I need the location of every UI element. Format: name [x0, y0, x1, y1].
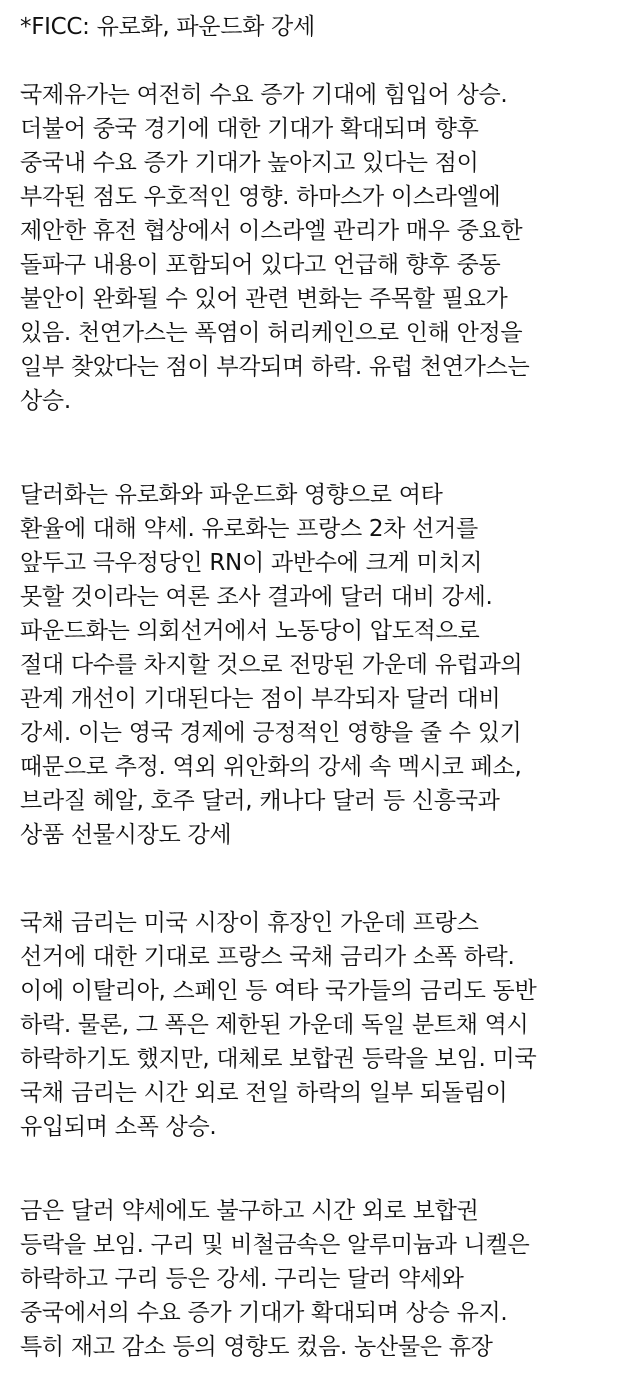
text-line: 브라질 헤알, 호주 달러, 캐나다 달러 등 신흥국과 [20, 788, 500, 814]
text-line: 국채 금리는 미국 시장이 휴장인 가운데 프랑스 [20, 910, 479, 936]
text-line: 금은 달러 약세에도 불구하고 시간 외로 보합권 [20, 1198, 479, 1224]
text-line: 유입되며 소폭 상승. [20, 1114, 217, 1140]
text-line: 환율에 대해 약세. 유로화는 프랑스 2차 선거를 [20, 516, 478, 542]
text-line: 특히 재고 감소 등의 영향도 컸음. 농산물은 휴장 [20, 1334, 493, 1360]
document-title: *FICC: 유로화, 파운드화 강세 [20, 14, 315, 40]
text-line: 선거에 대한 기대로 프랑스 국채 금리가 소폭 하락. [20, 944, 515, 970]
text-line: 이에 이탈리아, 스페인 등 여타 국가들의 금리도 동반 [20, 978, 537, 1004]
text-line: 국채 금리는 시간 외로 전일 하락의 일부 되돌림이 [20, 1080, 508, 1106]
text-line: 있음. 천연가스는 폭염이 허리케인으로 인해 안정을 [20, 320, 523, 346]
text-line: 불안이 완화될 수 있어 관련 변화는 주목할 필요가 [20, 286, 508, 312]
text-line: 더불어 중국 경기에 대한 기대가 확대되며 향후 [20, 116, 479, 142]
text-line: 상승. [20, 388, 71, 414]
text-line: 제안한 휴전 협상에서 이스라엘 관리가 매우 중요한 [20, 218, 523, 244]
text-line: 국제유가는 여전히 수요 증가 기대에 힘입어 상승. [20, 82, 508, 108]
paragraph-commodities [20, 1194, 529, 1364]
text-line: 부각된 점도 우호적인 영향. 하마스가 이스라엘에 [20, 184, 501, 210]
text-line: 파운드화는 의회선거에서 노동당이 압도적으로 [20, 618, 480, 644]
text-line: 하락하기도 했지만, 대체로 보합권 등락을 보임. 미국 [20, 1046, 537, 1072]
text-line: 중국에서의 수요 증가 기대가 확대되며 상승 유지. [20, 1300, 508, 1326]
text-line: 못할 것이라는 여론 조사 결과에 달러 대비 강세. [20, 584, 493, 610]
text-line: 관계 개선이 기대된다는 점이 부각되자 달러 대비 [20, 686, 501, 712]
paragraph-bond-yields [20, 906, 536, 1144]
text-line: 중국내 수요 증가 기대가 높아지고 있다는 점이 [20, 150, 479, 176]
text-line: 등락을 보임. 구리 및 비철금속은 알루미늄과 니켈은 [20, 1232, 530, 1258]
text-line: 절대 다수를 차지할 것으로 전망된 가운데 유럽과의 [20, 652, 523, 678]
text-line: 앞두고 극우정당인 RN이 과반수에 크게 미치지 [20, 550, 483, 576]
text-line: 하락하고 구리 등은 강세. 구리는 달러 약세와 [20, 1266, 464, 1292]
text-line: 일부 찾았다는 점이 부각되며 하락. 유럽 천연가스는 [20, 354, 530, 380]
text-line: 돌파구 내용이 포함되어 있다고 언급해 향후 중동 [20, 252, 501, 278]
paragraph-crude-oil-natural-gas [20, 78, 529, 418]
text-line: 달러화는 유로화와 파운드화 영향으로 여타 [20, 482, 443, 508]
paragraph-currency [20, 478, 522, 852]
text-line: 때문으로 추정. 역외 위안화의 강세 속 멕시코 페소, [20, 754, 522, 780]
text-line: 강세. 이는 영국 경제에 긍정적인 영향을 줄 수 있기 [20, 720, 522, 746]
text-line: 하락. 물론, 그 폭은 제한된 가운데 독일 분트채 역시 [20, 1012, 529, 1038]
text-line: 상품 선물시장도 강세 [20, 822, 232, 848]
